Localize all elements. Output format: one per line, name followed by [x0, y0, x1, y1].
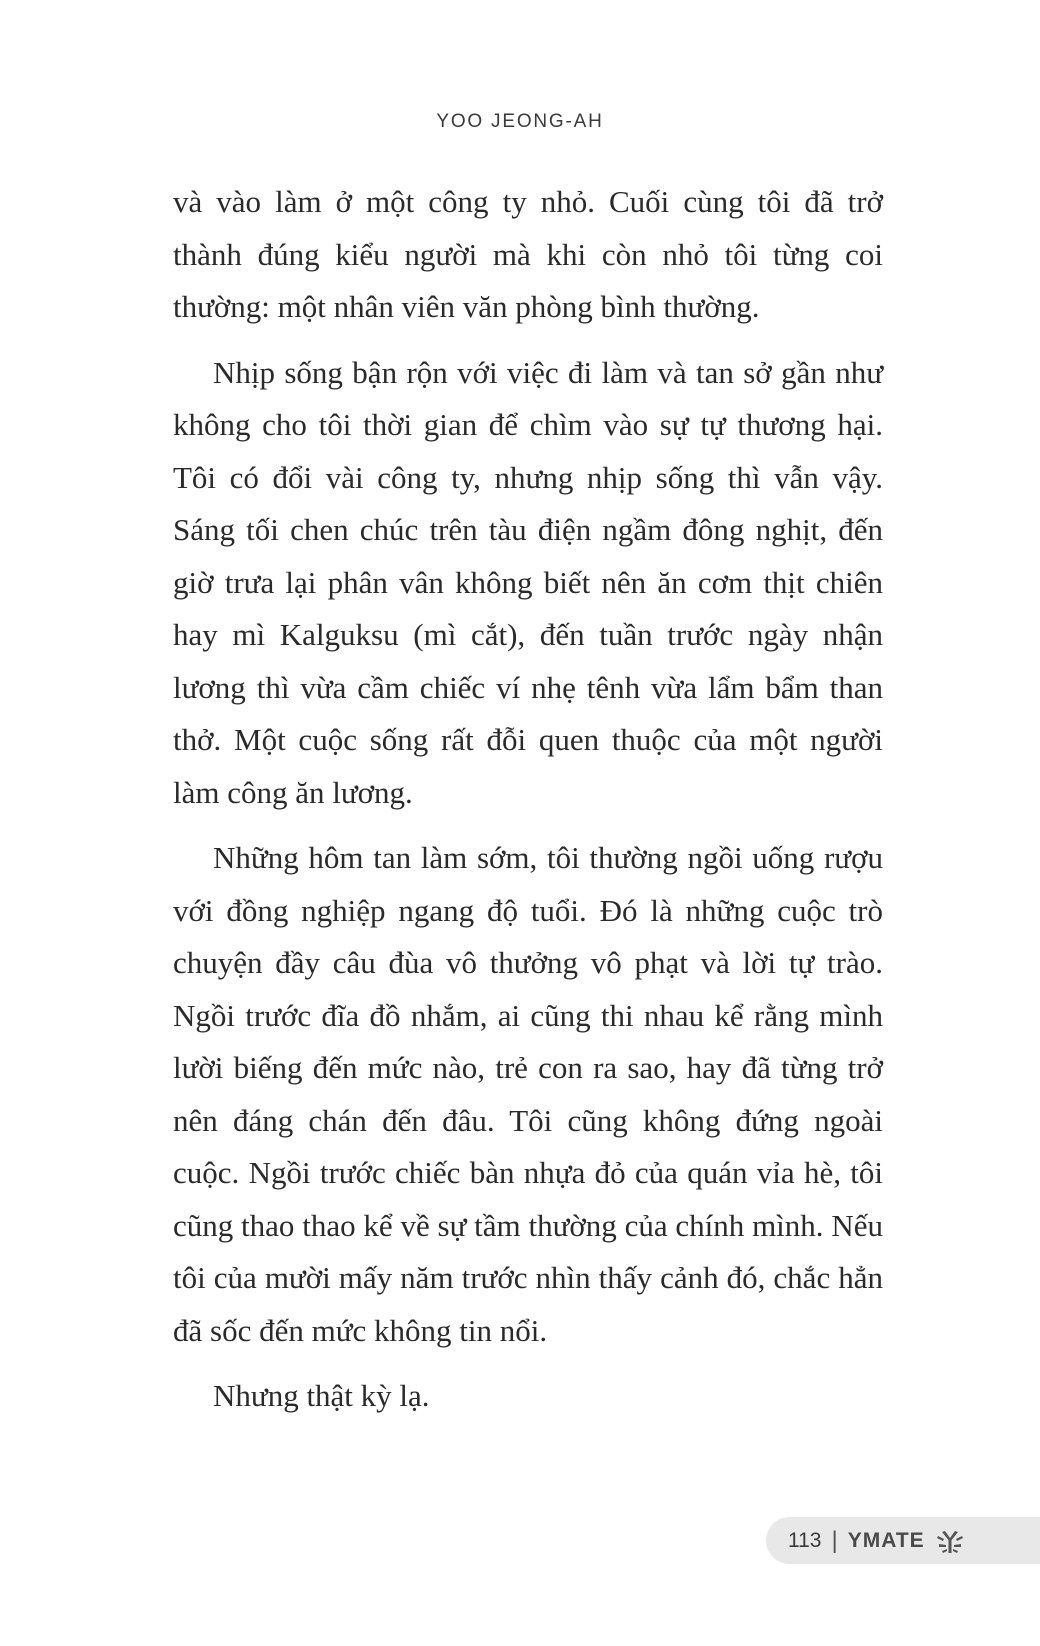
- ymate-logo-icon: [935, 1526, 965, 1556]
- paragraph-3: Những hôm tan làm sớm, tôi thường ngồi uống rượu với đồng nghiệp ngang độ tuổi. Đó là những cuộc trò chuyện đầy câu đùa vô thưởng vô phạt và lời tự trào. Ngồi trước đĩa đồ nhắm, ai cũng thi nhau kể rằng mình lười biếng đến mức nào, trẻ con ra sao, hay đã từng trở nên đáng chán đến đâu. Tôi cũng không đứng ngoài cuộc. Ngồi trước chiếc bàn nhựa đỏ của quán vỉa hè, tôi cũng thao thao kể về sự tầm thường của chính mình. Nếu tôi của mười mấy năm trước nhìn thấy cảnh đó, chắc hẳn đã sốc đến mức không tin nổi.: [173, 840, 883, 1348]
- paragraph-2: Nhịp sống bận rộn với việc đi làm và tan sở gần như không cho tôi thời gian để chìm vào sự tự thương hại. Tôi có đổi vài công ty, nhưng nhịp sống thì vẫn vậy. Sáng tối chen chúc trên tàu điện ngầm đông nghịt, đến giờ trưa lại phân vân không biết nên ăn cơm thịt chiên hay mì Kalguksu (mì cắt), đến tuần trước ngày nhận lương thì vừa cầm chiếc ví nhẹ tênh vừa lẩm bẩm than thở. Một cuộc sống rất đỗi quen thuộc của một người làm công ăn lương.: [173, 354, 883, 810]
- paragraph-1: và vào làm ở một công ty nhỏ. Cuối cùng tôi đã trở thành đúng kiểu người mà khi còn nhỏ tôi từng coi thường: một nhân viên văn phòng bình thường.: [173, 184, 883, 324]
- brand-name: YMATE: [847, 1528, 925, 1552]
- page-number: 113: [788, 1528, 822, 1552]
- body-text: [173, 176, 883, 1436]
- running-head: YOO JEONG-AH: [436, 111, 604, 132]
- footer-tab: [766, 1517, 1040, 1564]
- footer-divider: |: [831, 1526, 838, 1554]
- paragraph-4: Nhưng thật kỳ lạ.: [213, 1378, 430, 1413]
